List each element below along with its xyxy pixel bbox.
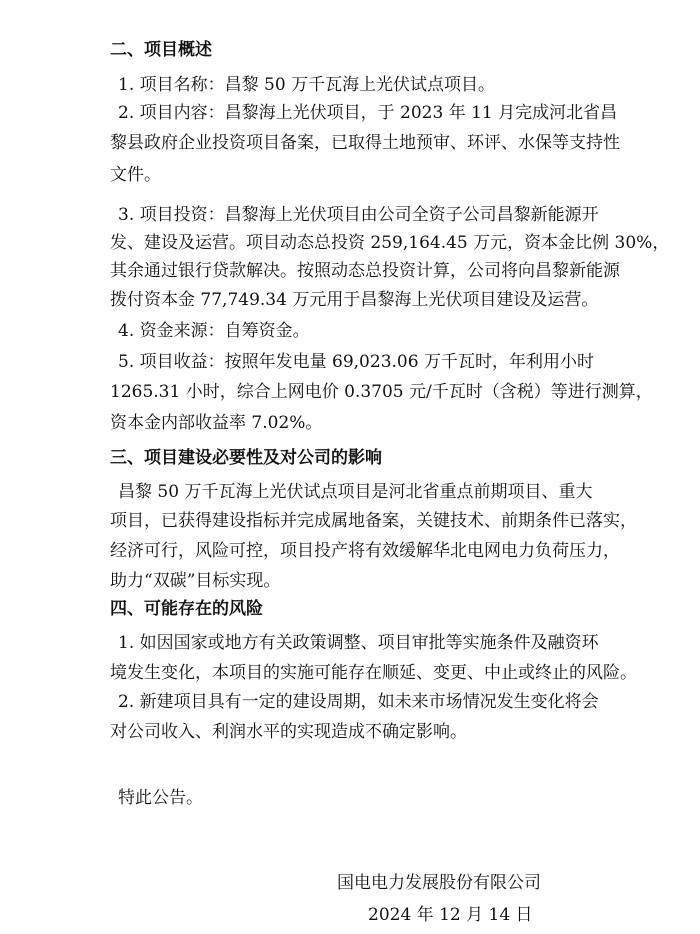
paragraph-line: 境发生变化，本项目的实施可能存在顺延、变更、中止或终止的风险。 <box>110 663 637 683</box>
paragraph-line: 拨付资本金 77,749.34 万元用于昌黎海上光伏项目建设及运营。 <box>110 290 599 310</box>
paragraph-line: 对公司收入、利润水平的实现造成不确定影响。 <box>110 722 467 742</box>
section-heading-overview: 二、项目概述 <box>110 40 212 60</box>
signature-company: 国电电力发展股份有限公司 <box>337 873 541 893</box>
paragraph-line: 资本金内部收益率 7.02%。 <box>110 413 323 433</box>
paragraph-line: 2. 新建项目具有一定的建设周期，如未来市场情况发生变化将会 <box>118 692 599 712</box>
paragraph-line: 其余通过银行贷款解决。按照动态总投资计算，公司将向昌黎新能源 <box>110 261 620 281</box>
section-heading-risks: 四、可能存在的风险 <box>110 599 263 619</box>
paragraph-line: 1. 如因国家或地方有关政策调整、项目审批等实施条件及融资环 <box>118 633 599 653</box>
paragraph-line: 经济可行，风险可控，项目投产将有效缓解华北电网电力负荷压力， <box>110 541 620 561</box>
paragraph-line: 黎县政府企业投资项目备案，已取得土地预审、环评、水保等支持性 <box>110 133 620 153</box>
paragraph-line: 昌黎 50 万千瓦海上光伏试点项目是河北省重点前期项目、重大 <box>118 482 593 502</box>
paragraph-line: 1265.31 小时，综合上网电价 0.3705 元/千瓦时（含税）等进行测算， <box>110 382 653 402</box>
paragraph-line: 4. 资金来源：自筹资金。 <box>118 321 310 341</box>
paragraph-line: 项目，已获得建设指标并完成属地备案，关键技术、前期条件已落实， <box>110 511 637 531</box>
paragraph-line: 文件。 <box>110 165 161 185</box>
paragraph-line: 发、建设及运营。项目动态总投资 259,164.45 万元，资本金比例 30%， <box>110 233 670 253</box>
signature-date: 2024 年 12 月 14 日 <box>368 905 533 925</box>
paragraph-line: 5. 项目收益：按照年发电量 69,023.06 万千瓦时，年利用小时 <box>118 352 594 372</box>
paragraph-line: 助力“双碳”目标实现。 <box>110 571 281 591</box>
paragraph-line: 1. 项目名称：昌黎 50 万千瓦海上光伏试点项目。 <box>118 75 496 95</box>
paragraph-line: 2. 项目内容：昌黎海上光伏项目，于 2023 年 11 月完成河北省昌 <box>118 103 618 123</box>
paragraph-line: 3. 项目投资：昌黎海上光伏项目由公司全资子公司昌黎新能源开 <box>118 205 599 225</box>
section-heading-necessity: 三、项目建设必要性及对公司的影响 <box>110 448 382 468</box>
closing-text: 特此公告。 <box>118 788 203 808</box>
